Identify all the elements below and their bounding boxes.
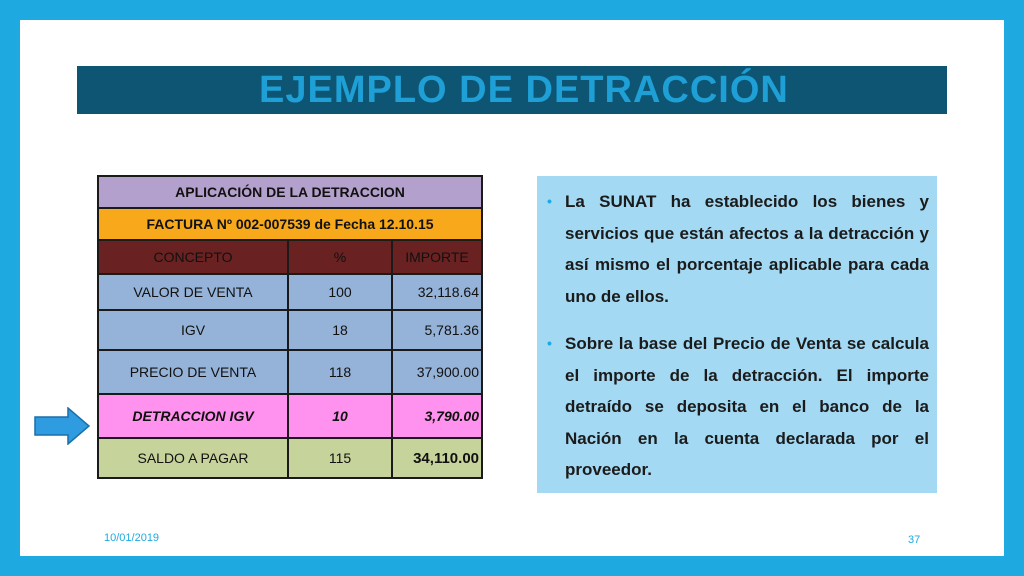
- table-row-detraccion: [98, 394, 482, 438]
- cell-concepto: IGV: [98, 310, 288, 350]
- factura-row: [98, 208, 482, 240]
- cell-pct: 115: [288, 438, 392, 478]
- header-concepto: CONCEPTO: [98, 240, 288, 274]
- explanation-box: [537, 176, 937, 493]
- slide: [20, 20, 1004, 556]
- table-header-row: [98, 240, 482, 274]
- cell-importe: 34,110.00: [392, 438, 482, 478]
- bullet-item: [547, 328, 929, 486]
- cell-pct: 18: [288, 310, 392, 350]
- cell-concepto: VALOR DE VENTA: [98, 274, 288, 310]
- bullet-item: [547, 186, 929, 312]
- factura-label: FACTURA Nº 002-007539 de Fecha 12.10.15: [98, 208, 482, 240]
- title-bar: [77, 66, 947, 114]
- footer-date: 10/01/2019: [104, 532, 160, 544]
- bullet-dot-icon: •: [547, 335, 552, 351]
- slide-title: EJEMPLO DE DETRACCIÓN: [259, 69, 789, 111]
- cell-concepto: SALDO A PAGAR: [98, 438, 288, 478]
- cell-pct: 100: [288, 274, 392, 310]
- header-pct: %: [288, 240, 392, 274]
- table-row-saldo: [98, 438, 482, 478]
- header-importe: IMPORTE: [392, 240, 482, 274]
- bullet-text: Sobre la base del Precio de Venta se calcula el importe de la detracción. El importe detraído se deposita en el banco de la Nación en la cuenta declarada por el proveedor.: [565, 334, 929, 479]
- bullet-dot-icon: •: [547, 193, 552, 209]
- bullet-text: La SUNAT ha establecido los bienes y servicios que están afectos a la detracción y así mismo el porcentaje aplicable para cada uno de ellos.: [565, 192, 929, 306]
- cell-pct: 118: [288, 350, 392, 394]
- cell-importe: 37,900.00: [392, 350, 482, 394]
- table-title: APLICACIÓN DE LA DETRACCION: [98, 176, 482, 208]
- table-title-row: [98, 176, 482, 208]
- table-row: [98, 310, 482, 350]
- cell-concepto: PRECIO DE VENTA: [98, 350, 288, 394]
- cell-concepto: DETRACCION IGV: [98, 394, 288, 438]
- cell-importe: 5,781.36: [392, 310, 482, 350]
- page-number: 37: [908, 534, 921, 546]
- arrow-right-icon: [34, 407, 90, 445]
- table-row: [98, 350, 482, 394]
- cell-importe: 32,118.64: [392, 274, 482, 310]
- cell-pct: 10: [288, 394, 392, 438]
- cell-importe: 3,790.00: [392, 394, 482, 438]
- detraccion-table: [97, 175, 483, 479]
- table-row: [98, 274, 482, 310]
